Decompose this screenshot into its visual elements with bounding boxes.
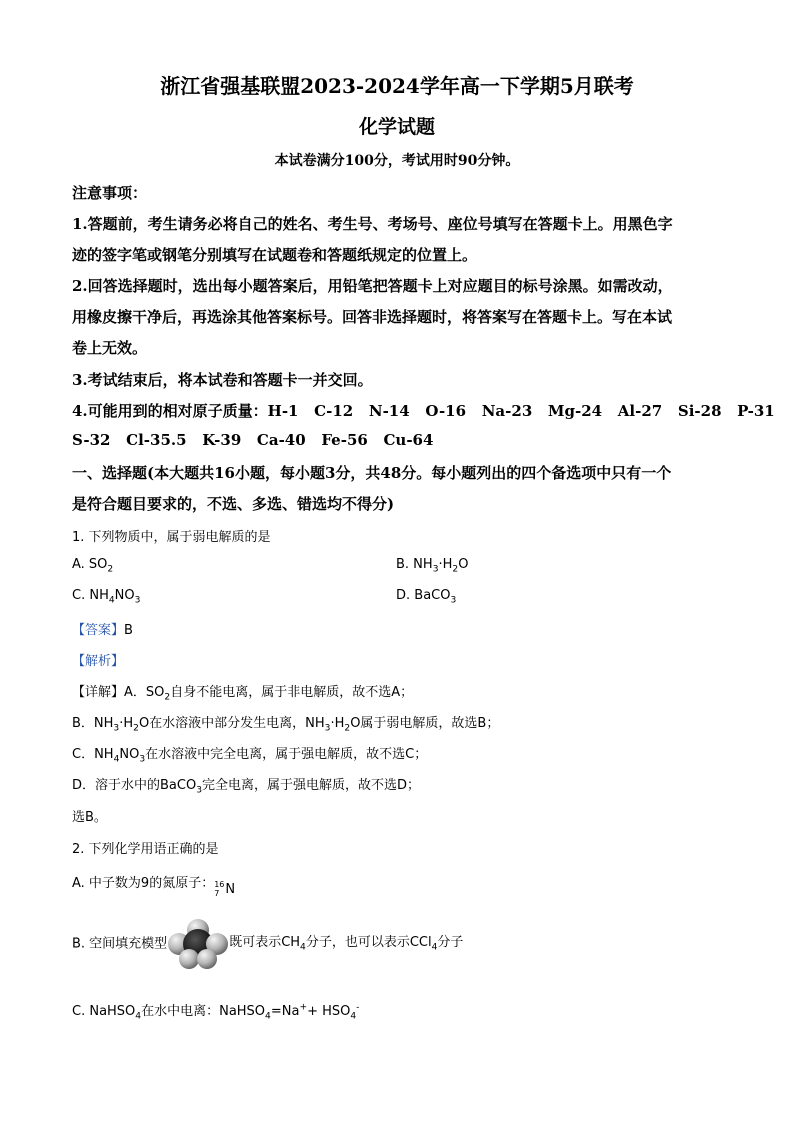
answer-tag: 【答案】 — [72, 623, 125, 638]
note-2-line-1: 2.回答选择题时，选出每小题答案后，用铅笔把答题卡上对应题目的标号涂黑。如需改动， — [72, 277, 673, 295]
analysis-tag: 【解析】 — [72, 654, 125, 669]
q1-answer — [72, 619, 133, 638]
q2-option-c: C. NaHSO$_4$在水中电离：NaHSO$_4$=Na++ $HSO_4^-$ — [72, 1002, 360, 1022]
note-1-line-2: 迹的签字笔或钢笔分别填写在试题卷和答题纸规定的位置上。 — [72, 246, 478, 264]
q1-option-b: B. $NH_3\cdot H_2O$ — [396, 557, 469, 575]
space-filling-model-icon — [167, 914, 229, 970]
q1-option-d: D. BaCO$_3$ — [396, 588, 457, 606]
note-1-line-1: 1.答题前，考生请务必将自己的姓名、考生号、考场号、座位号填写在答题卡上。用黑色字 — [72, 215, 673, 233]
q1-explanation-c: C．$NH_4NO_3$在水溶液中完全电离，属于强电解质，故不选C； — [72, 747, 428, 765]
note-4-line-1: 4.可能用到的相对原子质量：H-1 C-12 N-14 O-16 Na-23 Mg-24 Al-27 Si-28 P-31 — [72, 402, 775, 420]
note-2-line-2: 用橡皮擦干净后，再选涂其他答案标号。回答非选择题时，将答案写在答题卡上。写在本试 — [72, 308, 673, 326]
section-heading-line-2: 是符合题目要求的，不选、多选、错选均不得分) — [72, 495, 395, 513]
note-4-line-2: S-32 Cl-35.5 K-39 Ca-40 Fe-56 Cu-64 — [72, 431, 434, 449]
exam-subtitle: 化学试题 — [358, 116, 435, 138]
q2-option-b: B. 空间填充模型 既可表示$CH_4$分子，也可以表示CCl$_4$分子 — [72, 914, 463, 970]
nuclide-notation: 16 7 N — [214, 880, 236, 898]
q2-option-a: A. 中子数为9的氮原子： 16 7 N — [72, 876, 236, 898]
exam-title: 浙江省强基联盟2023-2024学年高一下学期5月联考 — [160, 74, 634, 98]
q1-option-a: A. $SO_2$ — [72, 557, 114, 575]
question-1-stem: 1. 下列物质中，属于弱电解质的是 — [72, 530, 271, 545]
notes-heading: 注意事项： — [72, 184, 148, 202]
section-heading-line-1: 一、选择题(本大题共16小题，每小题3分，共48分。每小题列出的四个备选项中只有一个 — [72, 464, 672, 482]
q1-conclusion: 选B。 — [72, 810, 107, 825]
q1-explanation-a: 【详解】A．$SO_2$自身不能电离，属于非电解质，故不选A； — [72, 685, 414, 703]
q1-option-c: C. $NH_4NO_3$ — [72, 588, 141, 606]
q1-explanation-b: B．$NH_3\cdot H_2O$在水溶液中部分发生电离，$NH_3\cdot H_2O$属于弱电解质，故选B； — [72, 716, 500, 734]
question-2-stem: 2. 下列化学用语正确的是 — [72, 842, 219, 857]
note-3: 3.考试结束后，将本试卷和答题卡一并交回。 — [72, 371, 373, 389]
q1-explanation-d: D．溶于水中的BaCO$_3$完全电离，属于强电解质，故不选D； — [72, 778, 421, 796]
exam-intro: 本试卷满分100分，考试用时90分钟。 — [274, 153, 520, 169]
answer-value: B — [124, 623, 133, 638]
note-2-line-3: 卷上无效。 — [72, 339, 148, 357]
